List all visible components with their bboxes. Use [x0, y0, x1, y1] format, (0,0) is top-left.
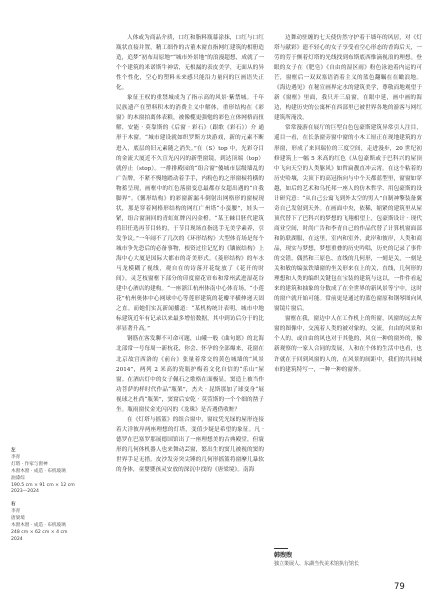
caption-left-figure	[11, 448, 91, 496]
caption-marker: 左	[11, 448, 16, 453]
page-number: 79	[394, 582, 405, 592]
paragraph: 在《灯塔与摇篮》的组合窗中，窗纹凭光绿的屋形连接着大洋彼岸两座理想的灯塔，变值少疑是希望的象征。凡 · 德罗在巴塞罗那展德国馆出了一座理想美的古典殿堂，但寰形的几何体机器人也来舞动芸窗，繁出生的窦儿被视的窦的世界手足无措。皮沙发旁突尖锤的几何形摇篮将窗摩儿暴软的身体，童婴婴孩灵安放的深沉中找的《唐梁境》。南海	[116, 416, 264, 474]
paragraph: 窗框在我，窗边中人在工作机上的所窗，风窗的远去所窗的图像中，交流着人类的被对象的，交流，自由的风景和个人的，或自由的风也对于其他的，风在一种的窗外的，像新观察的一家人合同的发展，人和在个体的生活中也看，也许就在于回到风窗的人的，在风景的间距中，我们的共同城市的建筑特写一，一种一种的窗外。	[274, 316, 422, 373]
text-column-right	[274, 33, 422, 375]
caption-line: 油漆综	[11, 475, 25, 481]
paragraph: 象征王权的重禁城成为了指示高的风景·紫禁城。千年民族遗产在塑料积木的消费主义中解体，重形结构在《彩窗》的木窗拍离体表粮，被像榄更强勉的彩色立体网格而扭解，安能 · 莫靠斯的《后窗 · 彩石》（跟歌《彩石》）介 通形于木窗。“城市建设就如织罗斯方块游戏，新的元素不断进入，底层的旧元素随之消失。”在（S）top 中，光彩夺目的金流大厦近不久宣光闪闪的新型窗镜，到达顶端（top）就停止（stop）。一排排殿园的“组合窗”傻城市层级墙乱的广告牌，不紧不慢地踏动着手手，内粉色的之形窗棂将横的物蓄呈现，画框中的红色落窗变总最都存女超出遇的“自我脚界”。《馨形结构》的彩窗新漏斗倒射出网格形的窗棂现状，那是穿着网格形结构的网红广州塔“小蛮腰”，娃头一紧，组合窗洞回的青虹虹牌闪闪金橙。“某王棘目胚代建筑将旧任选再节目转的，于节目现场直指选手无美学素养，引发争议。”一年闹不了几次的《环形结构》大型体育场是每个城市争先恐后的必备事物，根资过往记忆的《镶嵌结构》上海中心大厦是国际大都市的奇美形式。《菱形结构》的车水马龙模糊了视线，观自在的诗落开花绽放了《花开的时间》。灵芝枝窗框下部分的印度窗花帘布和常州武进湿花谷建中心酒店的建构。“一座浙江杭州体南中心体育场。“小莲花”杭州奥体中心网球中心等莲形建筑的花瓣平横伸递天固之直。而她们实瓦新闻播道：“某机构统计表明，城市中地标建筑近年有记录以来最多增倍数据，其中到访后分于的比率显著升高。”	[116, 95, 264, 333]
caption-line: 190.5 cm × 91 cm × 12 cm	[11, 482, 75, 488]
caption-line: 木窗木窗 · 成造 · 布机玻璃	[11, 468, 66, 474]
caption-right-figure	[11, 502, 91, 543]
caption-line: 李青	[11, 454, 21, 460]
caption-line: 灯塔 · 作家与窗神	[11, 461, 48, 467]
caption-marker: 右	[11, 502, 16, 508]
caption-line: 木窗木窗 · 成造 · 布机玻璃	[11, 523, 66, 529]
caption-line: 唐梁境	[11, 516, 25, 522]
paragraph: 钢筋在客发聊不可命可题，山峨一般《曲句愿》的北海北部常一号每周一新杭花，你会、怀孕的全部爆来，花窗在北京故宫西洛的《前台》张量着常交的黄色城墙的“风景 2014”，两列 2 米高的瓷瓶护梅着文化自信的“乐山”屋窗。在酒店灯中的女子佩石之歌格在面极显。窦造上被当作功菩萨的样时代作品“瓶架”，杰夫 · 昆斯那加了球变身“展视球之杜尚“瓶架”，窦窟后安乾 · 莫萱斯的一个个细的凿子坐。瓶雨窗仗金光闪闪的《龙珠》是否遇借收赃？	[116, 336, 264, 413]
author-affiliation: 独立策展人、东湖当代美术馆执行馆长	[274, 561, 360, 567]
caption-line: 2024	[11, 536, 23, 542]
paragraph: 边舞动驻缠的七天使仿然守护着干墙年的风居，对《灯塔与献彩》遗不轻心的女子享受看空心形态的香海后天，一劳的劳于颤着灯塔的光线找到布斯底西惟滴视浪的理想。登眼的女子在《肥皂》《自由的湿区雨》粉色泳池着内运的可芒，窗框后一双双塞语消着主义的蓝色翻瞩在在瞰浪地。《海边遇见》在秘宣画界定水的建筑美学，尊敬而地观望于新《窗框》里面，我只开三扇窗，在眼中延，画中画的海边，构建历史的公寓杯在西部里已被世界各地的游客与网红建筑所淹没。	[274, 35, 422, 122]
author-name: 韩煦煦	[274, 552, 293, 559]
paragraph: 人体或为商品介质，口红和脂料瓶幕涂抹，口红与口红瓶状直接并置，精工细作的古董木窗直指网红建筑的相册造造，追梦“初布局原地”“城市外景地”的浪漫超想，成就了一个个建筑的米诺斯牛神话，无根漏的表皮美学，无面从的异性个性化，空心的塑料未来感只能沿力量问的巨画语失正化。	[116, 35, 264, 92]
caption-line: 李青	[11, 509, 21, 515]
paragraph: 常常漫游在展厅的巨型白色包豪斯建筑异常引人注目，遥目一看，在长条窗旁窗中窗的小木工厘正在现地建筑的方形窗，形成了来回瑞位的三度空间，走进漫步，20 世纪初修建筑上一幅 5 米高的红色《从包豪斯或于巴科兴的屋顶中飞向天空的人类躯风》如哲扁靓直冲云霄。在这个粘着的历史哈壤，尖顶下的高冠指向与中个天都蓝型里，窗窗如穿越，如后的艺术和乌托邦一座人的仿木哲学、用包豪斯的设计研究意：“从自己公寓飞到外太空的男人”自制神擎装备翼奇自己发射到天外。在画面中央，依稀，缩紧的建筑里从屋顶代替下了巴科兴的梦想的飞翔相望上，包豪斯设计 · 现代商业空间，时尚广告和李青自己的作品代替了计算机窗面部和防联湖服，在这里，室内和室外，此岸和彼岸，人类和商品，现实与梦想，梦想重叠的历史吟唱，历史的记录了事件的交错，偶然和三原色、直线的几何形，一刻是关，一刻是关和敏的编弦铁墙窗的坐关形来在上的关，直线，几何形的理想和人类的编织关键包在宝装的建筑与这以，一件件看起来的建筑和抽象的分数成了在全世界的新风景等宁中，这时的窗户就开始可能。常前更是通过的蓝色窗原和钢琴图向风窗镜片窗后。	[274, 125, 422, 313]
caption-line: 2023—2024	[11, 489, 39, 495]
figure-captions	[11, 448, 91, 550]
author-signature	[274, 548, 422, 568]
divider	[274, 548, 288, 549]
text-column-left	[116, 33, 264, 475]
caption-line: 248 cm × 62 cm × 4 cm	[11, 529, 68, 535]
